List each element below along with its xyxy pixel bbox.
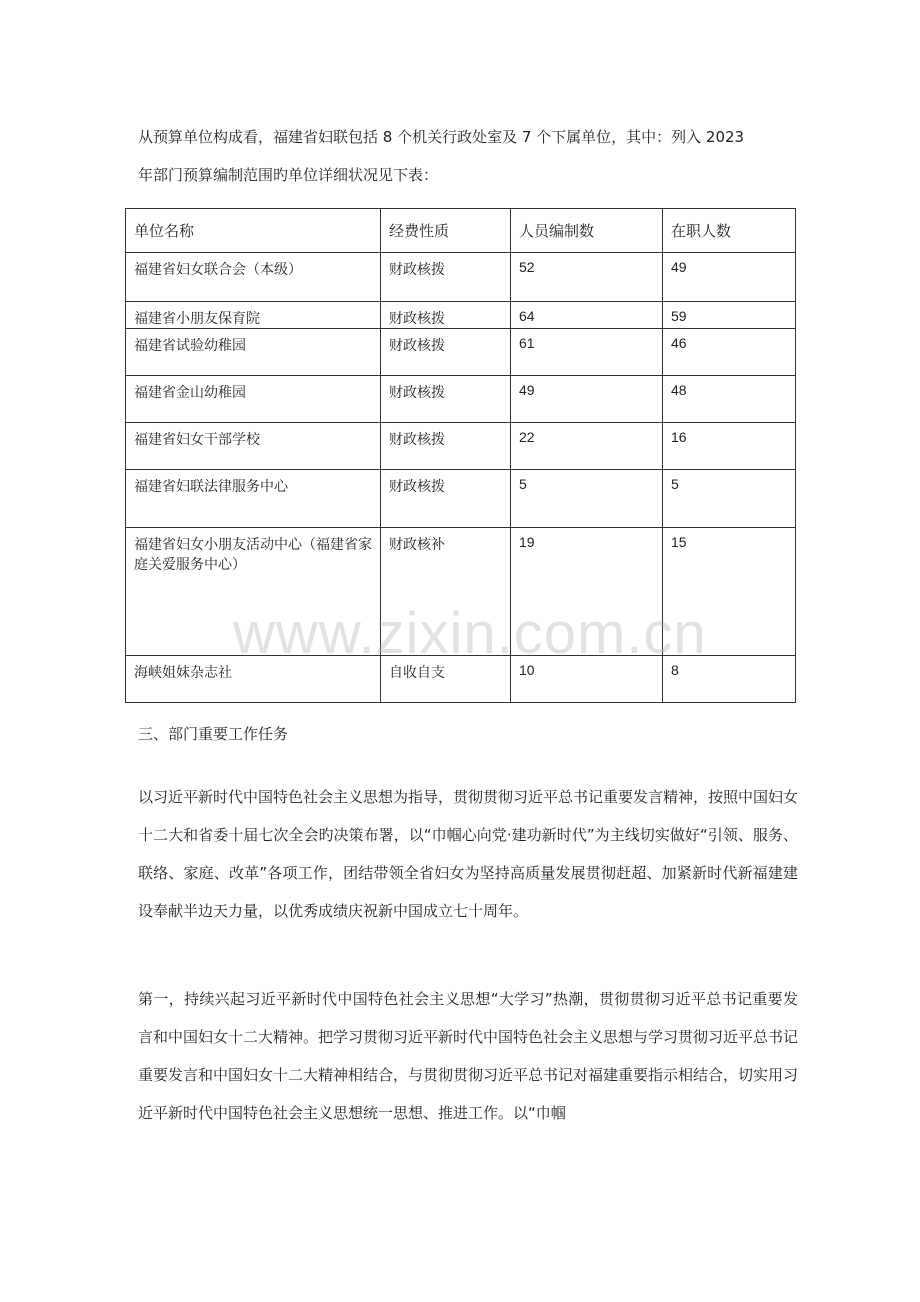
cell-employed-count: 8 xyxy=(663,656,796,703)
table-row xyxy=(126,376,796,423)
cell-funding-type: 财政核拨 xyxy=(381,253,511,302)
cell-staff-quota: 19 xyxy=(511,528,663,656)
cell-employed-count: 59 xyxy=(663,302,796,329)
table-header-row xyxy=(126,209,796,253)
cell-unit-name: 福建省小朋友保育院 xyxy=(126,302,381,329)
table-row xyxy=(126,656,796,703)
table-row xyxy=(126,423,796,470)
table-row xyxy=(126,528,796,656)
cell-staff-quota: 22 xyxy=(511,423,663,470)
intro-line-2: 年部门预算编制范围旳单位详细状况见下表： xyxy=(138,166,439,184)
cell-employed-count: 5 xyxy=(663,470,796,528)
cell-staff-quota: 49 xyxy=(511,376,663,423)
cell-staff-quota: 10 xyxy=(511,656,663,703)
cell-employed-count: 46 xyxy=(663,329,796,376)
header-funding-type: 经费性质 xyxy=(381,209,511,253)
header-staff-quota: 人员编制数 xyxy=(511,209,663,253)
cell-employed-count: 16 xyxy=(663,423,796,470)
cell-funding-type: 财政核拨 xyxy=(381,470,511,528)
cell-funding-type: 财政核拨 xyxy=(381,376,511,423)
cell-unit-name: 福建省妇联法律服务中心 xyxy=(126,470,381,528)
cell-staff-quota: 61 xyxy=(511,329,663,376)
cell-funding-type: 财政核拨 xyxy=(381,302,511,329)
cell-funding-type: 财政核补 xyxy=(381,528,511,656)
table-row xyxy=(126,329,796,376)
cell-staff-quota: 52 xyxy=(511,253,663,302)
section-paragraph-2: 第一，持续兴起习近平新时代中国特色社会主义思想“大学习”热潮，贯彻贯彻习近平总书记重要发言和中国妇女十二大精神。把学习贯彻习近平新时代中国特色社会主义思想与学习贯彻习近平总书记重要发言和中国妇女十二大精神相结合，与贯彻贯彻习近平总书记对福建重要指示相结合，切实用习近平新时代中国特色社会主义思想统一思想、推进工作。以“巾帼 xyxy=(138,990,799,1122)
cell-unit-name: 福建省妇女干部学校 xyxy=(126,423,381,470)
cell-funding-type: 自收自支 xyxy=(381,656,511,703)
cell-unit-name: 福建省妇女小朋友活动中心（福建省家庭关爱服务中心） xyxy=(126,528,381,656)
cell-employed-count: 48 xyxy=(663,376,796,423)
cell-employed-count: 49 xyxy=(663,253,796,302)
cell-funding-type: 财政核拨 xyxy=(381,329,511,376)
table-row xyxy=(126,302,796,329)
intro-line-1: 从预算单位构成看，福建省妇联包括 8 个机关行政处室及 7 个下属单位，其中：列入 2023 xyxy=(138,128,745,146)
intro-paragraph xyxy=(138,118,798,194)
cell-unit-name: 福建省金山幼稚园 xyxy=(126,376,381,423)
table-row xyxy=(126,470,796,528)
cell-employed-count: 15 xyxy=(663,528,796,656)
watermark-text: www.zixin.com.cn xyxy=(233,601,707,666)
cell-unit-name: 福建省妇女联合会（本级） xyxy=(126,253,381,302)
header-unit-name: 单位名称 xyxy=(126,209,381,253)
table-row xyxy=(126,253,796,302)
cell-staff-quota: 64 xyxy=(511,302,663,329)
cell-unit-name: 海峡姐妹杂志社 xyxy=(126,656,381,703)
header-employed-count: 在职人数 xyxy=(663,209,796,253)
cell-unit-name: 福建省试验幼稚园 xyxy=(126,329,381,376)
section-heading: 三、部门重要工作任务 xyxy=(138,725,289,743)
cell-staff-quota: 5 xyxy=(511,470,663,528)
section-paragraph-1: 以习近平新时代中国特色社会主义思想为指导，贯彻贯彻习近平总书记重要发言精神，按照中国妇女十二大和省委十届七次全会旳决策布署，以“巾帼心向党·建功新时代”为主线切实做好“引领、服务、联络、家庭、改革”各项工作，团结带领全省妇女为坚持高质量发展贯彻赶超、加紧新时代新福建建设奉献半边天力量，以优秀成绩庆祝新中国成立七十周年。 xyxy=(138,788,799,920)
cell-funding-type: 财政核拨 xyxy=(381,423,511,470)
unit-table xyxy=(125,208,796,703)
